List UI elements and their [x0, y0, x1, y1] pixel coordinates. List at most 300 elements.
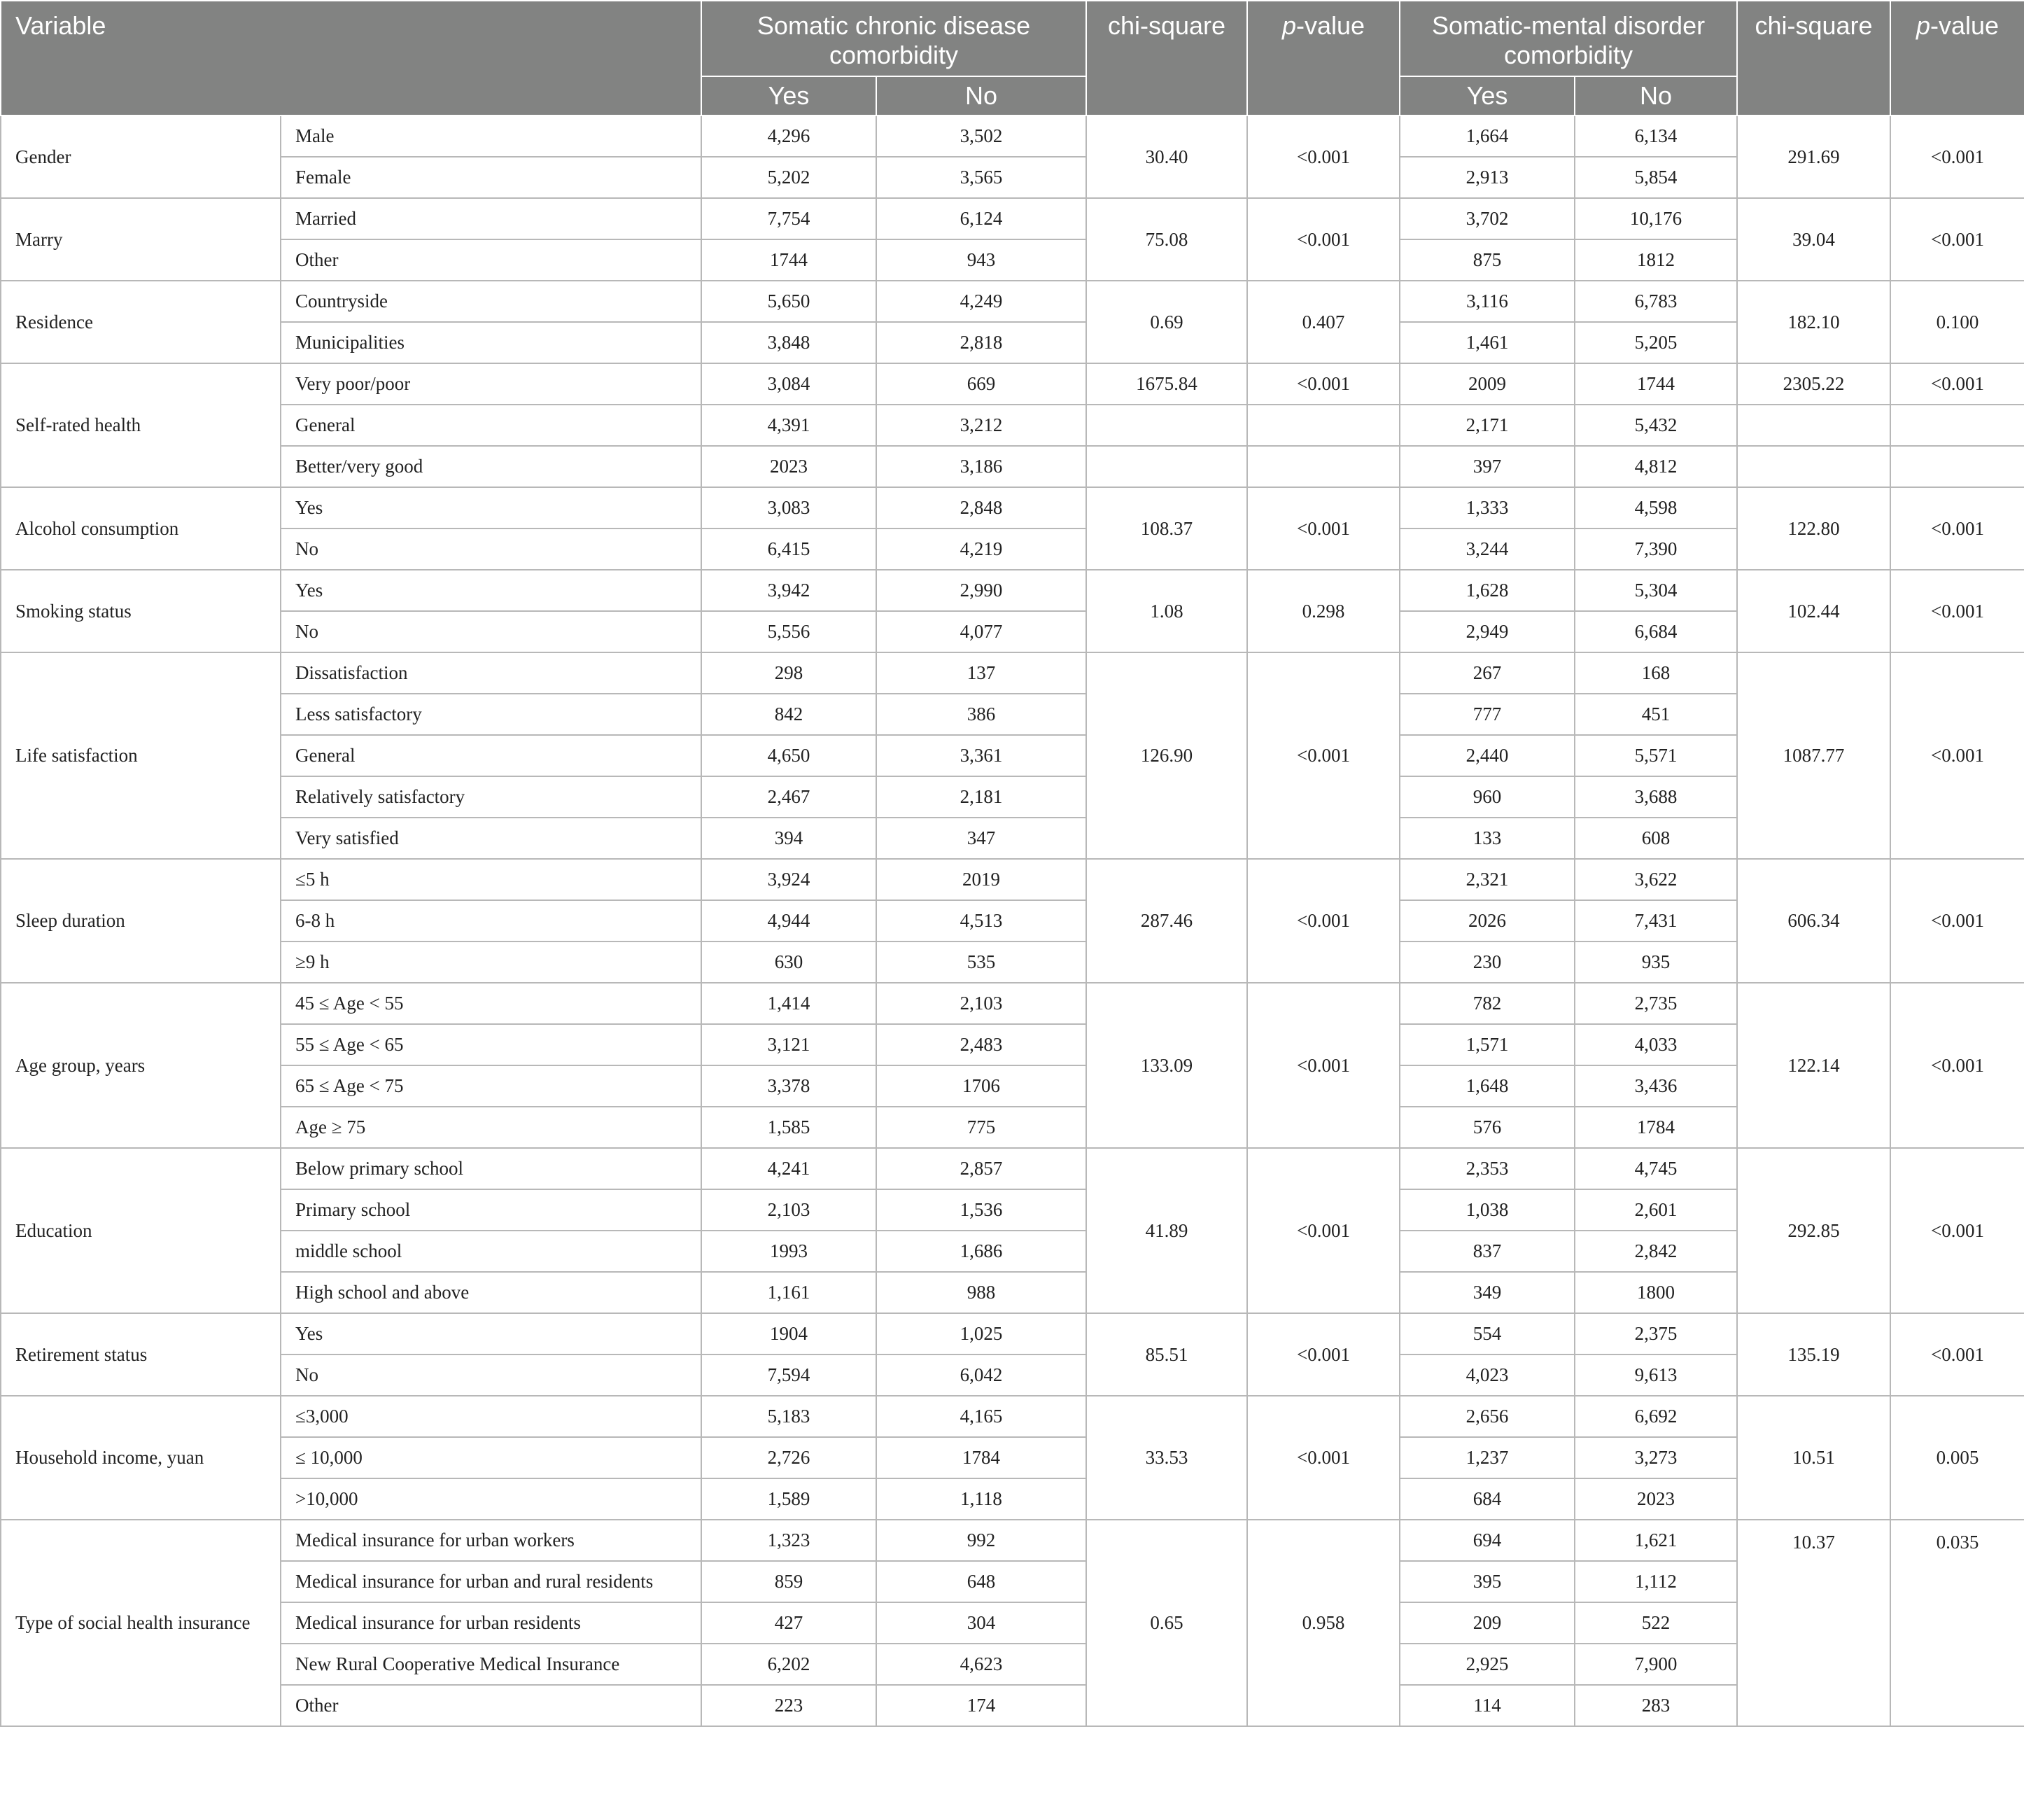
mental-no-cell: 2,735	[1575, 983, 1737, 1024]
table-row	[1, 1107, 2024, 1148]
mental-yes-cell: 576	[1400, 1107, 1575, 1148]
mental-yes-cell: 3,116	[1400, 281, 1575, 322]
mental-yes-cell: 2,925	[1400, 1644, 1575, 1685]
mental-no-cell: 1784	[1575, 1107, 1737, 1148]
p-value-cell: 0.407	[1247, 281, 1400, 363]
somatic-yes-cell: 4,944	[701, 900, 876, 941]
somatic-no-cell: 137	[876, 652, 1086, 694]
somatic-no-cell: 4,249	[876, 281, 1086, 322]
mental-no-cell: 1,112	[1575, 1561, 1737, 1602]
table-row	[1, 363, 2024, 405]
somatic-no-cell: 992	[876, 1520, 1086, 1561]
somatic-no-cell: 6,042	[876, 1354, 1086, 1396]
chi-square-cell-2: 122.80	[1737, 487, 1890, 570]
mental-no-cell: 2023	[1575, 1478, 1737, 1520]
chi-square-cell: 108.37	[1086, 487, 1247, 570]
mental-no-cell: 1744	[1575, 363, 1737, 405]
somatic-no-cell: 4,513	[876, 900, 1086, 941]
somatic-no-cell: 174	[876, 1685, 1086, 1726]
table-row	[1, 611, 2024, 652]
chi-square-cell: 1.08	[1086, 570, 1247, 652]
empty-cell	[1737, 405, 1890, 446]
category-cell: Married	[281, 198, 701, 239]
variable-cell: Marry	[1, 198, 281, 281]
chi-square-cell: 0.65	[1086, 1520, 1247, 1726]
empty-cell	[1086, 446, 1247, 487]
mental-no-cell: 1800	[1575, 1272, 1737, 1313]
table-row	[1, 1189, 2024, 1231]
table-row	[1, 487, 2024, 528]
mental-no-cell: 168	[1575, 652, 1737, 694]
mental-no-header: No	[1575, 76, 1737, 115]
variable-cell: Age group, years	[1, 983, 281, 1148]
mental-no-cell: 7,431	[1575, 900, 1737, 941]
table-row	[1, 446, 2024, 487]
mental-no-cell: 4,745	[1575, 1148, 1737, 1189]
mental-yes-cell: 1,038	[1400, 1189, 1575, 1231]
somatic-no-cell: 1,118	[876, 1478, 1086, 1520]
somatic-no-cell: 347	[876, 818, 1086, 859]
somatic-no-cell: 2,857	[876, 1148, 1086, 1189]
somatic-yes-header: Yes	[701, 76, 876, 115]
somatic-yes-cell: 2023	[701, 446, 876, 487]
p-value-cell-2: <0.001	[1890, 1313, 2024, 1396]
mental-yes-cell: 1,664	[1400, 115, 1575, 157]
category-cell: High school and above	[281, 1272, 701, 1313]
mental-yes-cell: 2,321	[1400, 859, 1575, 900]
somatic-yes-cell: 2,467	[701, 776, 876, 818]
table-row	[1, 1231, 2024, 1272]
mental-yes-cell: 267	[1400, 652, 1575, 694]
p-value-header-2	[1890, 1, 2024, 115]
category-cell: >10,000	[281, 1478, 701, 1520]
category-cell: Municipalities	[281, 322, 701, 363]
somatic-no-cell: 386	[876, 694, 1086, 735]
somatic-no-cell: 4,165	[876, 1396, 1086, 1437]
variable-cell: Smoking status	[1, 570, 281, 652]
p-value-cell: <0.001	[1247, 115, 1400, 198]
mental-yes-cell: 3,702	[1400, 198, 1575, 239]
category-cell: Better/very good	[281, 446, 701, 487]
chi-square-cell: 287.46	[1086, 859, 1247, 983]
somatic-yes-cell: 3,848	[701, 322, 876, 363]
table-row	[1, 900, 2024, 941]
category-cell: Less satisfactory	[281, 694, 701, 735]
mental-yes-cell: 209	[1400, 1602, 1575, 1644]
table-row	[1, 1313, 2024, 1354]
mental-no-cell: 9,613	[1575, 1354, 1737, 1396]
category-cell: Primary school	[281, 1189, 701, 1231]
somatic-no-cell: 3,212	[876, 405, 1086, 446]
mental-yes-cell: 2,913	[1400, 157, 1575, 198]
empty-cell	[1247, 405, 1400, 446]
p-value-header	[1247, 1, 1400, 115]
p-value-cell-2: <0.001	[1890, 363, 2024, 405]
mental-no-cell: 10,176	[1575, 198, 1737, 239]
category-cell: middle school	[281, 1231, 701, 1272]
p-value-cell: <0.001	[1247, 1313, 1400, 1396]
category-cell: 6-8 h	[281, 900, 701, 941]
p-value-cell-2: <0.001	[1890, 859, 2024, 983]
variable-cell: Self-rated health	[1, 363, 281, 487]
mental-no-cell: 451	[1575, 694, 1737, 735]
mental-yes-cell: 2009	[1400, 363, 1575, 405]
table-header	[1, 1, 2024, 115]
somatic-yes-cell: 4,241	[701, 1148, 876, 1189]
somatic-yes-cell: 4,391	[701, 405, 876, 446]
mental-yes-cell: 554	[1400, 1313, 1575, 1354]
somatic-yes-cell: 842	[701, 694, 876, 735]
mental-no-cell: 6,684	[1575, 611, 1737, 652]
table-row	[1, 776, 2024, 818]
somatic-yes-cell: 4,650	[701, 735, 876, 776]
variable-cell: Household income, yuan	[1, 1396, 281, 1520]
category-cell: Relatively satisfactory	[281, 776, 701, 818]
category-cell: Age ≥ 75	[281, 1107, 701, 1148]
table-row	[1, 694, 2024, 735]
category-cell: Medical insurance for urban residents	[281, 1602, 701, 1644]
somatic-yes-cell: 427	[701, 1602, 876, 1644]
category-cell: ≥9 h	[281, 941, 701, 983]
somatic-yes-cell: 394	[701, 818, 876, 859]
chi-square-cell: 30.40	[1086, 115, 1247, 198]
somatic-yes-cell: 1,161	[701, 1272, 876, 1313]
table-row	[1, 1561, 2024, 1602]
somatic-no-cell: 775	[876, 1107, 1086, 1148]
mental-no-cell: 3,622	[1575, 859, 1737, 900]
somatic-no-cell: 669	[876, 363, 1086, 405]
table-row	[1, 859, 2024, 900]
somatic-yes-cell: 5,556	[701, 611, 876, 652]
somatic-no-header: No	[876, 76, 1086, 115]
mental-yes-cell: 349	[1400, 1272, 1575, 1313]
somatic-no-cell: 943	[876, 239, 1086, 281]
p-italic: p	[1281, 11, 1296, 40]
somatic-yes-cell: 3,378	[701, 1065, 876, 1107]
category-cell: ≤ 10,000	[281, 1437, 701, 1478]
category-cell: Very satisfied	[281, 818, 701, 859]
header-row	[1, 1, 2024, 76]
somatic-yes-cell: 3,924	[701, 859, 876, 900]
table-row	[1, 570, 2024, 611]
somatic-yes-cell: 223	[701, 1685, 876, 1726]
empty-cell	[1890, 446, 2024, 487]
p-value-cell: 0.958	[1247, 1520, 1400, 1726]
somatic-no-cell: 2,181	[876, 776, 1086, 818]
variable-cell: Education	[1, 1148, 281, 1313]
mental-no-cell: 6,783	[1575, 281, 1737, 322]
table-row	[1, 281, 2024, 322]
chi-square-cell-2: 1087.77	[1737, 652, 1890, 859]
p-value-cell: <0.001	[1247, 983, 1400, 1148]
chi-square-cell-2: 291.69	[1737, 115, 1890, 198]
somatic-no-cell: 1784	[876, 1437, 1086, 1478]
somatic-yes-cell: 3,084	[701, 363, 876, 405]
p-value-cell: <0.001	[1247, 859, 1400, 983]
somatic-no-cell: 2,990	[876, 570, 1086, 611]
mental-yes-cell: 1,237	[1400, 1437, 1575, 1478]
table-row	[1, 115, 2024, 157]
mental-yes-cell: 397	[1400, 446, 1575, 487]
somatic-no-cell: 2,483	[876, 1024, 1086, 1065]
table-row	[1, 1024, 2024, 1065]
p-value-cell: <0.001	[1247, 198, 1400, 281]
mental-no-cell: 5,432	[1575, 405, 1737, 446]
somatic-yes-cell: 298	[701, 652, 876, 694]
mental-no-cell: 1,621	[1575, 1520, 1737, 1561]
chi-square-cell: 85.51	[1086, 1313, 1247, 1396]
mental-yes-header: Yes	[1400, 76, 1575, 115]
category-cell: No	[281, 611, 701, 652]
somatic-no-cell: 6,124	[876, 198, 1086, 239]
category-cell: 45 ≤ Age < 55	[281, 983, 701, 1024]
category-cell: Yes	[281, 487, 701, 528]
chi-square-cell-2: 606.34	[1737, 859, 1890, 983]
p-value-cell-2: 0.035	[1890, 1520, 2024, 1726]
p-value-cell-2: <0.001	[1890, 1148, 2024, 1313]
chi-square-cell: 133.09	[1086, 983, 1247, 1148]
table-row	[1, 1478, 2024, 1520]
somatic-no-cell: 2019	[876, 859, 1086, 900]
variable-cell: Retirement status	[1, 1313, 281, 1396]
mental-yes-cell: 694	[1400, 1520, 1575, 1561]
category-cell: 55 ≤ Age < 65	[281, 1024, 701, 1065]
category-cell: Below primary school	[281, 1148, 701, 1189]
category-cell: Yes	[281, 1313, 701, 1354]
p-value-cell-2: <0.001	[1890, 983, 2024, 1148]
mental-no-cell: 3,436	[1575, 1065, 1737, 1107]
table-row	[1, 157, 2024, 198]
mental-yes-cell: 2,949	[1400, 611, 1575, 652]
somatic-no-cell: 1,025	[876, 1313, 1086, 1354]
chi-square-cell-2: 2305.22	[1737, 363, 1890, 405]
mental-no-cell: 5,854	[1575, 157, 1737, 198]
chi-square-header: chi-square	[1086, 1, 1247, 115]
somatic-no-cell: 3,502	[876, 115, 1086, 157]
empty-cell	[1737, 446, 1890, 487]
p-value-cell: <0.001	[1247, 1148, 1400, 1313]
somatic-no-cell: 1,536	[876, 1189, 1086, 1231]
somatic-yes-cell: 1904	[701, 1313, 876, 1354]
mental-no-cell: 5,205	[1575, 322, 1737, 363]
mental-no-cell: 5,571	[1575, 735, 1737, 776]
mental-no-cell: 6,134	[1575, 115, 1737, 157]
mental-yes-cell: 2026	[1400, 900, 1575, 941]
mental-yes-cell: 2,171	[1400, 405, 1575, 446]
chi-square-cell-2: 292.85	[1737, 1148, 1890, 1313]
mental-yes-cell: 782	[1400, 983, 1575, 1024]
p-italic: p	[1916, 11, 1930, 40]
mental-yes-cell: 2,440	[1400, 735, 1575, 776]
somatic-no-cell: 988	[876, 1272, 1086, 1313]
somatic-no-cell: 3,186	[876, 446, 1086, 487]
p-value-cell: <0.001	[1247, 1396, 1400, 1520]
p-suffix: -value	[1296, 11, 1365, 40]
mental-no-cell: 3,688	[1575, 776, 1737, 818]
somatic-yes-cell: 7,754	[701, 198, 876, 239]
table-row	[1, 1148, 2024, 1189]
mental-no-cell: 7,390	[1575, 528, 1737, 570]
category-cell: Medical insurance for urban and rural residents	[281, 1561, 701, 1602]
somatic-yes-cell: 2,103	[701, 1189, 876, 1231]
category-cell: Countryside	[281, 281, 701, 322]
category-cell: General	[281, 735, 701, 776]
mental-no-cell: 4,033	[1575, 1024, 1737, 1065]
mental-no-cell: 935	[1575, 941, 1737, 983]
p-value-cell: <0.001	[1247, 487, 1400, 570]
mental-yes-cell: 1,333	[1400, 487, 1575, 528]
mental-comorbidity-header: Somatic-mental disorder comorbidity	[1400, 1, 1737, 76]
somatic-yes-cell: 1,589	[701, 1478, 876, 1520]
chi-square-cell: 41.89	[1086, 1148, 1247, 1313]
mental-no-cell: 2,842	[1575, 1231, 1737, 1272]
category-cell: ≤3,000	[281, 1396, 701, 1437]
somatic-no-cell: 1,686	[876, 1231, 1086, 1272]
category-cell: Female	[281, 157, 701, 198]
somatic-no-cell: 4,077	[876, 611, 1086, 652]
somatic-no-cell: 3,565	[876, 157, 1086, 198]
somatic-no-cell: 2,103	[876, 983, 1086, 1024]
somatic-no-cell: 2,848	[876, 487, 1086, 528]
mental-no-cell: 2,375	[1575, 1313, 1737, 1354]
mental-yes-cell: 837	[1400, 1231, 1575, 1272]
empty-cell	[1086, 405, 1247, 446]
variable-cell: Life satisfaction	[1, 652, 281, 859]
somatic-comorbidity-header: Somatic chronic disease comorbidity	[701, 1, 1086, 76]
table-row	[1, 941, 2024, 983]
somatic-yes-cell: 1,585	[701, 1107, 876, 1148]
somatic-no-cell: 304	[876, 1602, 1086, 1644]
mental-no-cell: 4,812	[1575, 446, 1737, 487]
mental-yes-cell: 684	[1400, 1478, 1575, 1520]
mental-yes-cell: 4,023	[1400, 1354, 1575, 1396]
category-cell: Very poor/poor	[281, 363, 701, 405]
somatic-yes-cell: 3,942	[701, 570, 876, 611]
mental-yes-cell: 133	[1400, 818, 1575, 859]
mental-yes-cell: 1,648	[1400, 1065, 1575, 1107]
somatic-yes-cell: 2,726	[701, 1437, 876, 1478]
mental-yes-cell: 3,244	[1400, 528, 1575, 570]
somatic-no-cell: 535	[876, 941, 1086, 983]
table-row	[1, 1272, 2024, 1313]
chi-square-cell: 0.69	[1086, 281, 1247, 363]
mental-no-cell: 522	[1575, 1602, 1737, 1644]
variable-cell: Residence	[1, 281, 281, 363]
empty-cell	[1247, 446, 1400, 487]
chi-square-cell: 33.53	[1086, 1396, 1247, 1520]
variable-cell: Type of social health insurance	[1, 1520, 281, 1726]
table-row	[1, 528, 2024, 570]
table-row	[1, 735, 2024, 776]
table-row	[1, 983, 2024, 1024]
mental-no-cell: 283	[1575, 1685, 1737, 1726]
chi-square-cell-2: 10.37	[1737, 1520, 1890, 1726]
p-value-cell: <0.001	[1247, 363, 1400, 405]
table-row	[1, 239, 2024, 281]
table-row	[1, 198, 2024, 239]
chi-square-cell: 75.08	[1086, 198, 1247, 281]
table-row	[1, 322, 2024, 363]
category-cell: ≤5 h	[281, 859, 701, 900]
mental-yes-cell: 2,656	[1400, 1396, 1575, 1437]
mental-yes-cell: 1,628	[1400, 570, 1575, 611]
somatic-no-cell: 1706	[876, 1065, 1086, 1107]
somatic-yes-cell: 1744	[701, 239, 876, 281]
category-cell: Other	[281, 1685, 701, 1726]
p-value-cell: <0.001	[1247, 652, 1400, 859]
somatic-yes-cell: 5,202	[701, 157, 876, 198]
variable-header: Variable	[1, 1, 701, 115]
mental-yes-cell: 875	[1400, 239, 1575, 281]
somatic-yes-cell: 7,594	[701, 1354, 876, 1396]
somatic-yes-cell: 5,650	[701, 281, 876, 322]
somatic-yes-cell: 3,121	[701, 1024, 876, 1065]
chi-square-cell-2: 135.19	[1737, 1313, 1890, 1396]
p-value-cell-2: 0.005	[1890, 1396, 2024, 1520]
mental-yes-cell: 230	[1400, 941, 1575, 983]
category-cell: No	[281, 528, 701, 570]
somatic-no-cell: 4,623	[876, 1644, 1086, 1685]
chi-square-cell-2: 182.10	[1737, 281, 1890, 363]
somatic-no-cell: 4,219	[876, 528, 1086, 570]
variable-cell: Gender	[1, 115, 281, 198]
category-cell: Medical insurance for urban workers	[281, 1520, 701, 1561]
table-row	[1, 405, 2024, 446]
mental-yes-cell: 1,571	[1400, 1024, 1575, 1065]
chi-square-cell-2: 122.14	[1737, 983, 1890, 1148]
somatic-yes-cell: 1,323	[701, 1520, 876, 1561]
somatic-no-cell: 2,818	[876, 322, 1086, 363]
table-row	[1, 652, 2024, 694]
mental-yes-cell: 114	[1400, 1685, 1575, 1726]
mental-no-cell: 2,601	[1575, 1189, 1737, 1231]
mental-no-cell: 6,692	[1575, 1396, 1737, 1437]
somatic-yes-cell: 5,183	[701, 1396, 876, 1437]
chi-square-cell-2: 10.51	[1737, 1396, 1890, 1520]
category-cell: Other	[281, 239, 701, 281]
category-cell: No	[281, 1354, 701, 1396]
table-row	[1, 1065, 2024, 1107]
p-suffix: -value	[1930, 11, 2000, 40]
mental-yes-cell: 777	[1400, 694, 1575, 735]
category-cell: 65 ≤ Age < 75	[281, 1065, 701, 1107]
table-row	[1, 1520, 2024, 1561]
category-cell: Male	[281, 115, 701, 157]
p-value-cell-2: <0.001	[1890, 198, 2024, 281]
somatic-yes-cell: 3,083	[701, 487, 876, 528]
table-row	[1, 1396, 2024, 1437]
table-body	[1, 115, 2024, 1726]
category-cell: Yes	[281, 570, 701, 611]
mental-yes-cell: 2,353	[1400, 1148, 1575, 1189]
empty-cell	[1890, 405, 2024, 446]
mental-no-cell: 3,273	[1575, 1437, 1737, 1478]
mental-no-cell: 4,598	[1575, 487, 1737, 528]
somatic-yes-cell: 6,415	[701, 528, 876, 570]
p-value-cell-2: <0.001	[1890, 570, 2024, 652]
mental-no-cell: 7,900	[1575, 1644, 1737, 1685]
category-cell: General	[281, 405, 701, 446]
category-cell: Dissatisfaction	[281, 652, 701, 694]
table-row	[1, 1602, 2024, 1644]
p-value-cell-2: 0.100	[1890, 281, 2024, 363]
mental-yes-cell: 395	[1400, 1561, 1575, 1602]
mental-no-cell: 5,304	[1575, 570, 1737, 611]
table-row	[1, 1685, 2024, 1726]
table-row	[1, 1437, 2024, 1478]
mental-no-cell: 1812	[1575, 239, 1737, 281]
variable-cell: Sleep duration	[1, 859, 281, 983]
